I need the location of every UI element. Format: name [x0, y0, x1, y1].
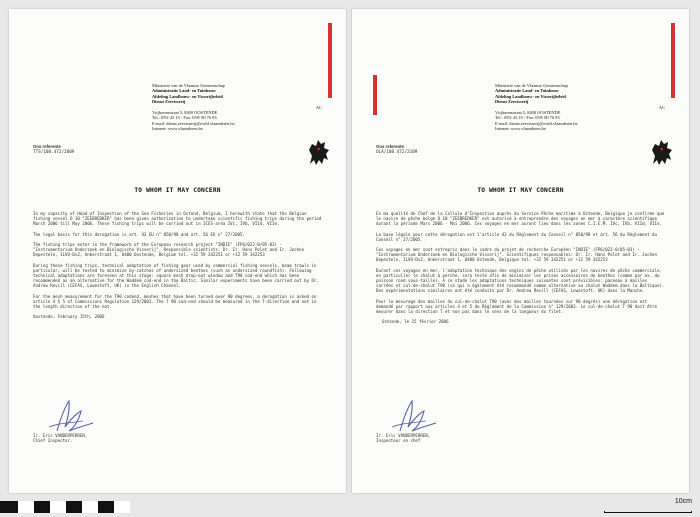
- handwritten-signature: [382, 397, 442, 437]
- scale-block: [82, 501, 98, 513]
- body-paragraph: Pour le mesurage des mailles du cul-de-chalut T90 (avec des mailles tournées sur 90 degrés) une dérogation est demandé par rapport aux articles 4 et 5 du Règlement de la Commission n° 129/2003. Le cul-de-chalut T 90 doit être mesurer dans la direction T et non pas dans le sens de la longueur du filet.: [376, 298, 657, 314]
- scale-block: [114, 501, 130, 513]
- letter-body: [376, 211, 666, 325]
- signer: [376, 433, 430, 443]
- administration-name: Administratie Land- en Tuinbouw: [152, 88, 217, 94]
- signature-block: [376, 411, 576, 471]
- email: E-mail: dienst.zeevisserij@ewbl.vlaanderen.be: [152, 120, 235, 126]
- signer-role: Chief Inspector.: [33, 438, 73, 444]
- letterhead-code: AC: [315, 104, 322, 110]
- place-date: Oostende, February 15th, 2006: [33, 314, 105, 320]
- ministry-name: Ministerie van de Vlaamse Gemeenschap: [152, 83, 225, 88]
- scale-block: [50, 501, 66, 513]
- administration-name: Administratie Land- en Tuinbouw: [495, 88, 560, 94]
- letter-page-french: [352, 9, 689, 493]
- reference-number: TTS/10B.472/2009: [33, 149, 75, 155]
- body-paragraph: For the mesh measurement for the T90 codend, meshes that have been turned over 90 degrees, a derogation is asked on article 4 § 5 of Commissions Regulation 129/2003. The T 90 cod-end should be measured in the T-direction and not in the length direction of the net.: [33, 293, 317, 309]
- website: Internet: www.vlaanderen.be: [152, 126, 203, 132]
- reference-label: Ons referente: [33, 144, 61, 149]
- body-paragraph: En ma qualité de Chef de la Cellule d'Inspection auprès du Service Pêche maritime à Ostende, Belgique je confirme que le navire de pêche belge O 10 "ZEEBREDKER" est autorisé à entreprendre des voyages en mer à caractère scientifique durant la période Mars 2006 - Mai 2006. Ces voyages en mer auront lieu dans les zones C.I.E.M. IVc, IVb, VIId, VIIe.: [376, 211, 665, 227]
- letter-body: [33, 211, 323, 319]
- signer: [33, 433, 87, 443]
- reference-label: Ons referente: [376, 144, 404, 149]
- flemish-lion-icon: [306, 136, 332, 168]
- flemish-lion-icon: [649, 136, 675, 168]
- email: E-mail: dienst.zeevisserij@ewbl.vlaanderen.be: [495, 120, 578, 126]
- scale-block: [66, 501, 82, 513]
- reference-block: [33, 144, 143, 155]
- reference-number: OLA/10B.472/2109: [376, 149, 418, 155]
- service-name: Dienst Zeevisserij: [495, 99, 529, 105]
- service-name: Dienst Zeevisserij: [152, 99, 186, 105]
- phone-fax: Tel.: 059/ 43 19 - Fax: 059/ 80 76 93: [495, 115, 560, 121]
- place-date: Ostende, le 15 février 2006: [382, 319, 449, 325]
- red-accent-bar-top: [328, 23, 332, 98]
- scale-label: 10cm: [674, 498, 692, 505]
- ministry-name: Ministerie van de Vlaamse Gemeenschap: [495, 83, 568, 88]
- letter-page-english: [9, 9, 346, 493]
- red-accent-bar-top: [671, 23, 675, 98]
- signer-role: Inspecteur en chef: [376, 438, 421, 444]
- phone-fax: Tel.: 059/ 43 19 - Fax: 059/ 80 76 93: [152, 115, 217, 121]
- calibration-strip: [0, 499, 700, 517]
- body-paragraph: Durant ces voyages en mer, l'adaptation technique des engins de pêche utilisés par les navires de pêche commerciale, en particulier le chalut à perche, sera testé afin de minimiser les prises accessoires de benthos (comme par ex. du poisson rond sous-taille). A ce stade les adaptations techniques suivantes sont prévisibles: panneau à mailles carrées et cul-de-chalut T90 (ce qui a également été recommandé comme alternative au chalut Waddem dans la Baltique). Des expérimentations similaires ont été conduits par Dr. Andrew Revill (CEFAS, Lowestoft, UK) dans la Manche.: [376, 267, 665, 294]
- reference-block: [376, 144, 486, 155]
- body-paragraph: Ces voyages en mer sont entrepris dans le cadre du projet de recherche Européen "INDIE" (FP6/022-0/05-03) - "Instrumentarium Onderzoek en Biologische Visserij". Scientifiques responsables: Dr. Ir. Hans Polet and Ir. Jochen Depestele, ILVO-DvZ, Ankerstraat 1, 8400 Ostende, Belgique tel. +32 59 342251 or +32 59 342253: [376, 247, 657, 263]
- address: Vrijhavenstraat 5, 8400 OOSTENDE: [495, 110, 561, 116]
- website: Internet: www.vlaanderen.be: [495, 126, 546, 132]
- scale-block: [18, 501, 34, 513]
- signer-name: Ir. Eric VANDERPERREN,: [376, 433, 431, 438]
- ministry-letterhead: [495, 83, 665, 132]
- body-paragraph: The fishing trips enter in the framework of the European research project "INDIE" (FP6/022-0/05-03) - "Instrumentarium Onderzoek en Biologische Visserij". Responsible scientists: Dr. Ir. Hans Polet and Ir. Jochen Depestele, ILVO-DvZ, Ankerstraat 1, 8400 Oostende, Belgium tel. +32 59 342251 or +32 59 342253: [33, 242, 305, 258]
- body-paragraph: During these fishing trips, technical adaptation of fishing gear used by commercial fishing vessels, beam trawls in particular, will be tested to minimize by-catches of undersized benthos (such as undersized roundfish). Following technical adaptations are foreseen at this stage: square mesh drop-out window and T90 cod-end which has been recommended as an alternative for the Waddem cod-end in the Baltic. Similar experiments have been carried out by Dr. Andrew Revill (CEFAS, Lowestoft, UK) in the English Channel.: [33, 262, 319, 289]
- scale-block: [98, 501, 114, 513]
- red-accent-bar-left: [373, 75, 377, 115]
- body-paragraph: In my capacity of Head of Inspection of the Sea Fisheries in Ostend, Belgium, I herewith state that the Belgian fishing vessel O 10 "ZEEBREDKER" has been given authorization to undertake scientific fishing trips during the period March 2006 till May 2006. These fishing trips will be carried out in ICES-area IVc, IVb, VIId, VIIe.: [33, 211, 322, 227]
- letterhead-code: AC: [658, 104, 665, 110]
- letter-title: TO WHOM IT MAY CONCERN: [477, 187, 564, 194]
- body-paragraph: The legal basis for this derogation is art. 43 EU n° 850/98 and art. 56 EU n° 27/2005.: [33, 231, 245, 237]
- body-paragraph: La base légale pour cette dérogation est l'article 43 du Règlement du Conseil n° 850/98 et art. 56 du Règlement du Conseil n° 27/2005.: [376, 231, 657, 242]
- department-name: Afdeling Landbouw- en Visserijbeleid: [152, 93, 223, 99]
- scale-line: [604, 512, 692, 513]
- department-name: Afdeling Landbouw- en Visserijbeleid: [495, 93, 566, 99]
- handwritten-signature: [39, 397, 99, 437]
- signature-block: [33, 411, 233, 471]
- scale-tick: [691, 511, 692, 513]
- letter-title: TO WHOM IT MAY CONCERN: [134, 187, 221, 194]
- scale-block: [0, 501, 18, 513]
- scale-block: [34, 501, 50, 513]
- ministry-letterhead: [152, 83, 322, 132]
- signer-name: Ir. Eric VANDERPERREN,: [33, 433, 88, 438]
- address: Vrijhavenstraat 5, 8400 OOSTENDE: [152, 110, 218, 116]
